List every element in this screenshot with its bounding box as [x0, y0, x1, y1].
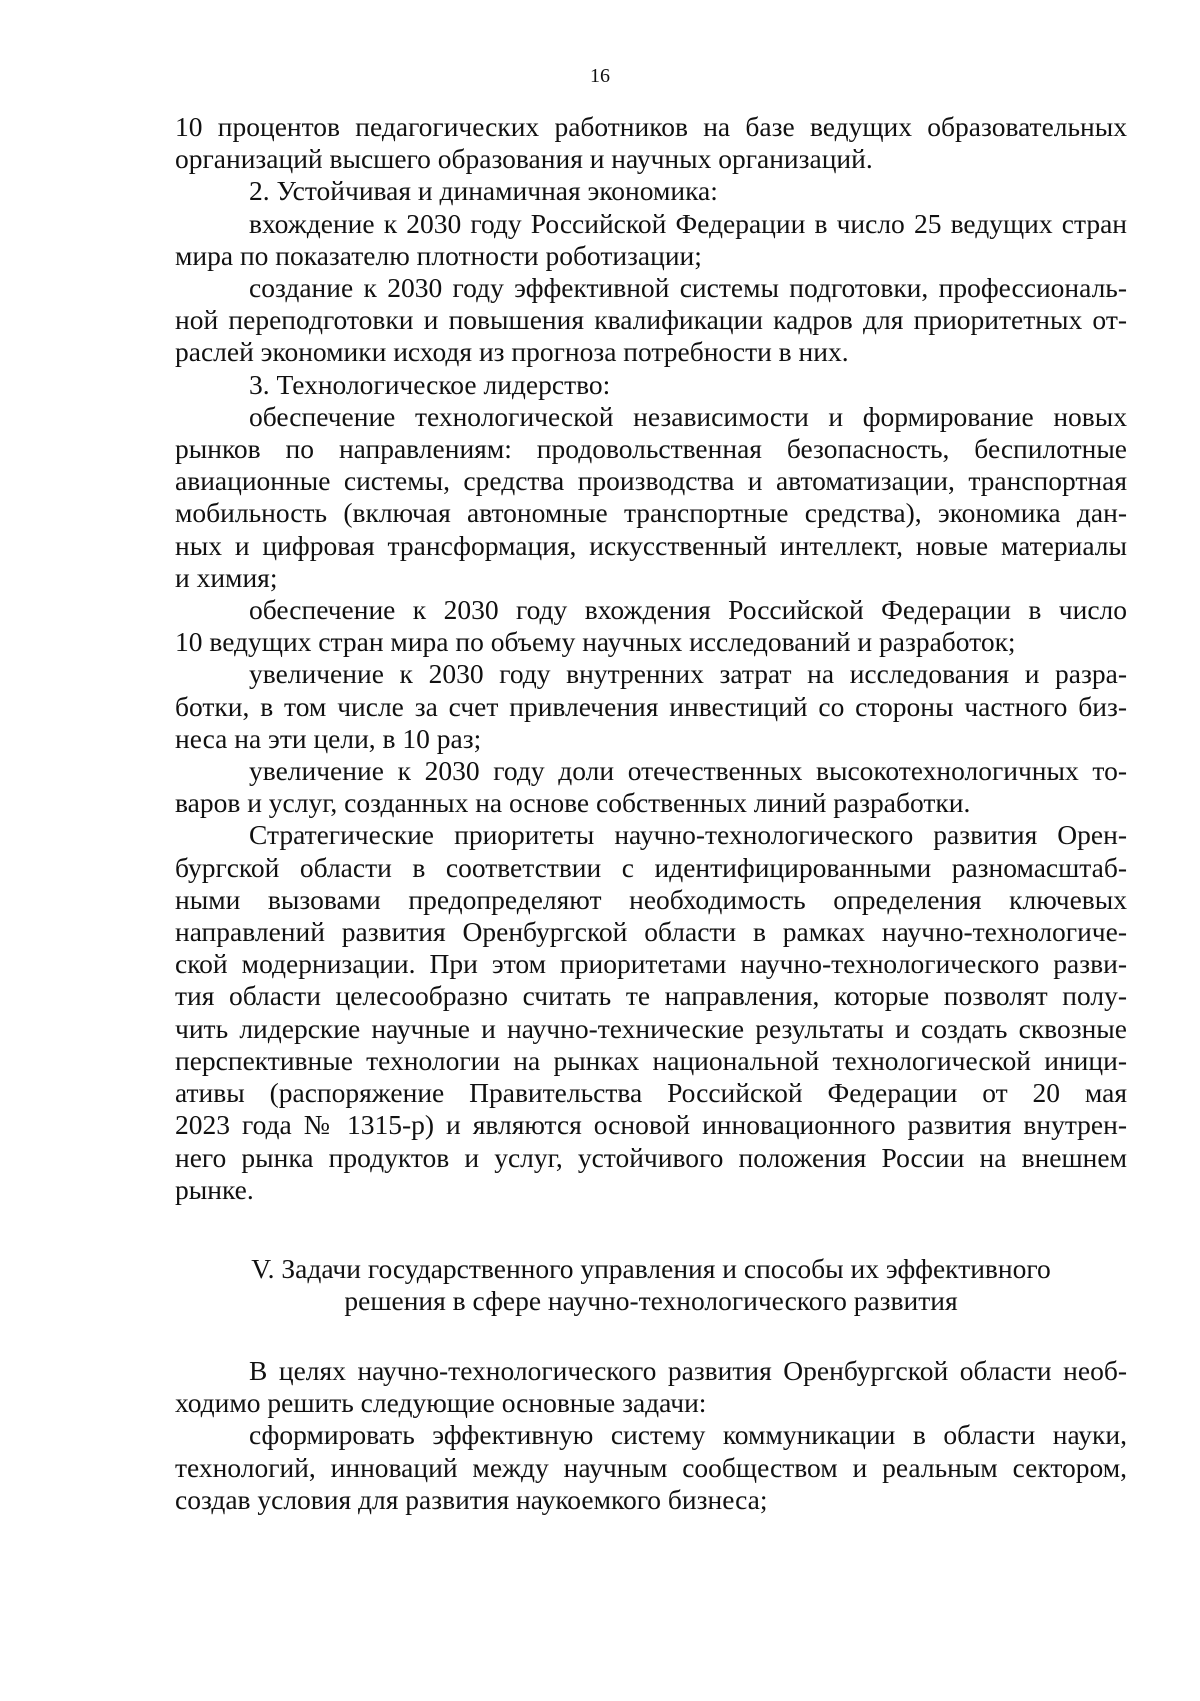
text-line: ходимо решить следующие основные задачи:	[175, 1387, 707, 1419]
text-line: ными вызовами предопределяют необходимость определения ключевых	[175, 883, 1127, 915]
text-line: и химия;	[175, 561, 278, 593]
section-heading	[175, 1253, 1127, 1317]
text-line: увеличение к 2030 году доли отечественных высокотехнологичных то-	[249, 755, 1127, 787]
text-line: увеличение к 2030 году внутренних затрат на исследования и разра-	[249, 658, 1127, 690]
text-line: чить лидерские научные и научно-технические результаты и создать сквозные	[175, 1012, 1127, 1044]
text-line: мира по показателю плотности роботизации;	[175, 239, 702, 271]
text-line: неса на эти цели, в 10 раз;	[175, 722, 482, 754]
text-line: ативы (распоряжение Правительства Российской Федерации от 20 мая	[175, 1077, 1127, 1109]
text-line: ной переподготовки и повышения квалификации кадров для приоритетных от-	[175, 304, 1127, 336]
text-line: создание к 2030 году эффективной системы подготовки, профессиональ-	[249, 272, 1127, 304]
text-line: перспективные технологии на рынках национальной технологической иници-	[175, 1044, 1127, 1076]
text-line: обеспечение к 2030 году вхождения Российской Федерации в число	[249, 594, 1127, 626]
text-line: 2023 года № 1315-р) и являются основой инновационного развития внутрен-	[175, 1109, 1127, 1141]
text-line: Стратегические приоритеты научно-технологического развития Орен-	[249, 819, 1127, 851]
text-line: тия области целесообразно считать те направления, которые позволят полу-	[175, 980, 1127, 1012]
text-line: мобильность (включая автономные транспортные средства), экономика дан-	[175, 497, 1127, 529]
text-line: ботки, в том числе за счет привлечения инвестиций со стороны частного биз-	[175, 690, 1127, 722]
text-line: рынке.	[175, 1173, 254, 1205]
text-line: 10 ведущих стран мира по объему научных исследований и разработок;	[175, 626, 1016, 658]
text-line: В целях научно-технологического развития Оренбургской области необ-	[249, 1355, 1127, 1386]
body-text-lower	[175, 1355, 1127, 1516]
text-line: варов и услуг, созданных на основе собственных линий разработки.	[175, 787, 971, 819]
page-number: 16	[590, 65, 610, 87]
text-line: авиационные системы, средства производства и автоматизации, транспортная	[175, 465, 1127, 497]
text-line: 3. Технологическое лидерство:	[249, 368, 611, 400]
text-line: 10 процентов педагогических работников на базе ведущих образовательных	[175, 111, 1127, 142]
text-line: 2. Устойчивая и динамичная экономика:	[249, 175, 718, 207]
text-line: вхождение к 2030 году Российской Федерации в число 25 ведущих стран	[249, 207, 1127, 239]
text-line: обеспечение технологической независимости и формирование новых	[249, 400, 1127, 432]
text-line: создав условия для развития наукоемкого бизнеса;	[175, 1483, 768, 1515]
section-heading-line: решения в сфере научно-технологического развития	[344, 1285, 958, 1317]
section-heading-line: V. Задачи государственного управления и способы их эффективного	[251, 1253, 1051, 1284]
body-text-upper	[175, 111, 1127, 1206]
text-line: ных и цифровая трансформация, искусственный интеллект, новые материалы	[175, 529, 1127, 561]
text-line: направлений развития Оренбургской области в рамках научно-технологиче-	[175, 916, 1127, 948]
text-line: технологий, инноваций между научным сообществом и реальным сектором,	[175, 1451, 1127, 1483]
text-line: него рынка продуктов и услуг, устойчивого положения России на внешнем	[175, 1141, 1127, 1173]
text-line: организаций высшего образования и научных организаций.	[175, 143, 873, 175]
text-line: бургской области в соответствии с идентифицированными разномасштаб-	[175, 851, 1127, 883]
text-line: раслей экономики исходя из прогноза потребности в них.	[175, 336, 849, 368]
text-line: ской модернизации. При этом приоритетами научно-технологического разви-	[175, 948, 1127, 980]
text-line: сформировать эффективную систему коммуникации в области науки,	[249, 1419, 1127, 1451]
text-line: рынков по направлениям: продовольственная безопасность, беспилотные	[175, 433, 1127, 465]
